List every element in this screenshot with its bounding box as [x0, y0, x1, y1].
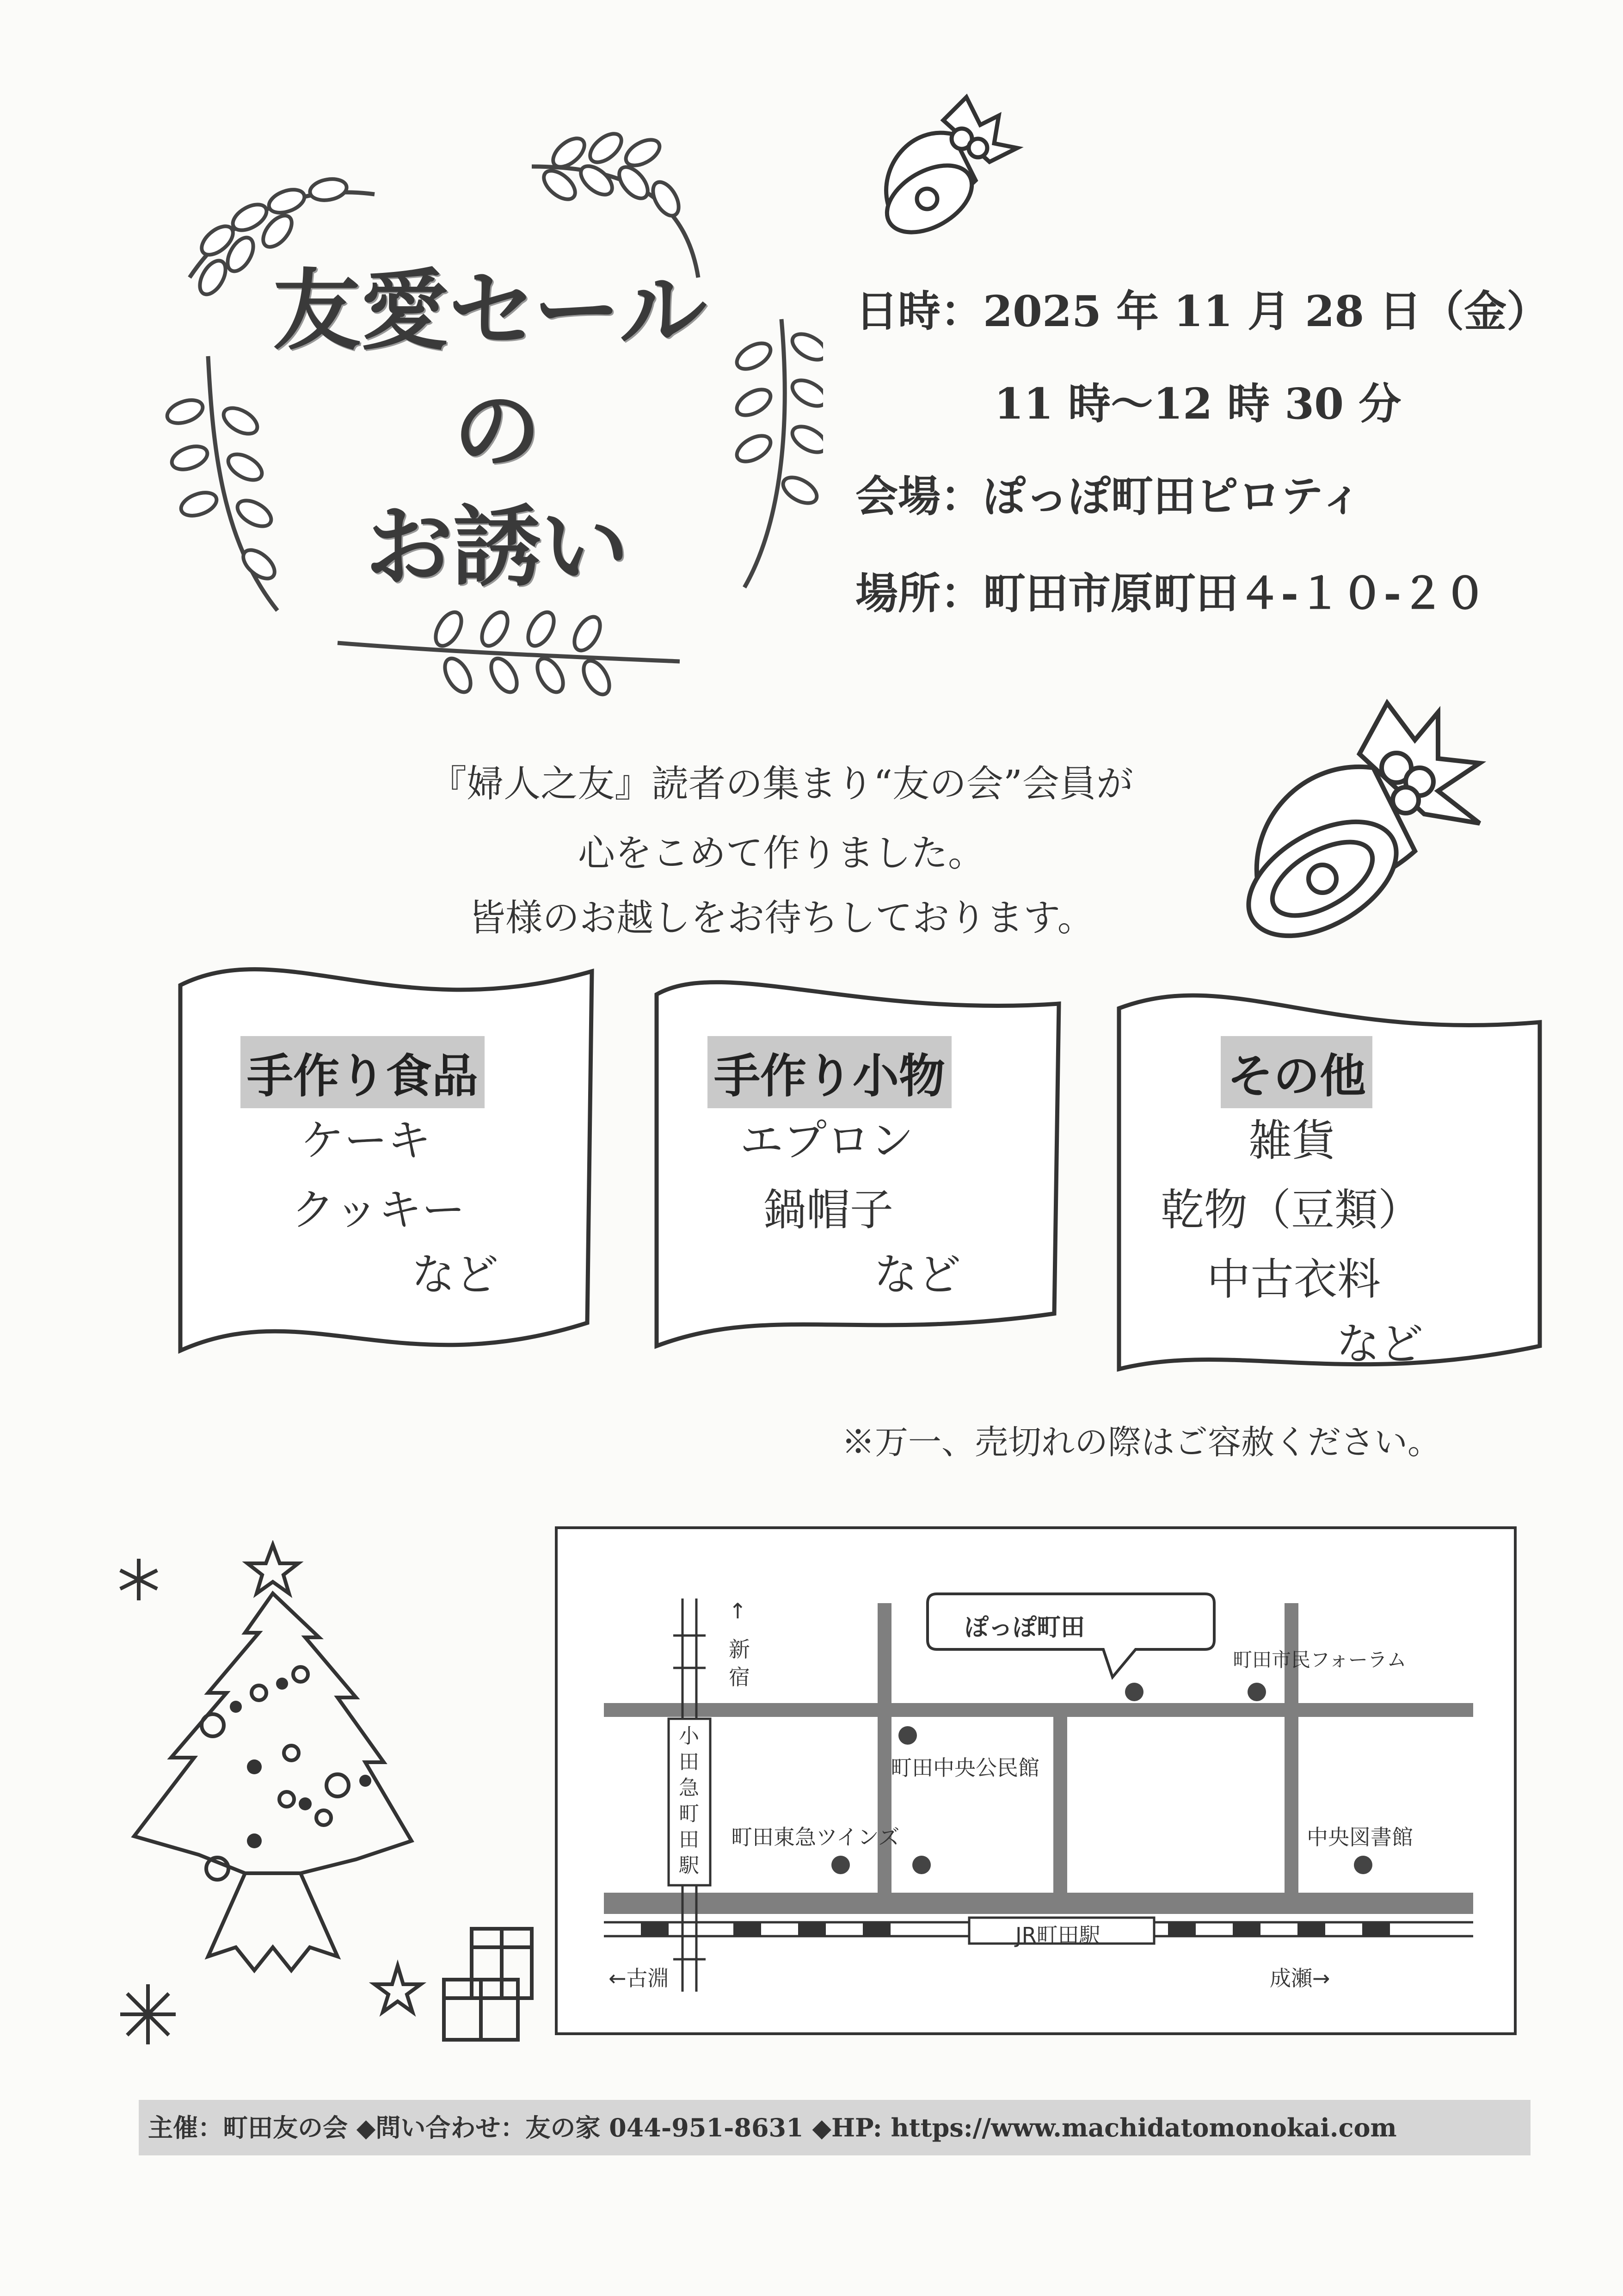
- christmas-tree-illustration: [106, 1540, 569, 2049]
- map-jr-station-label: JR町田駅: [1015, 1923, 1100, 1948]
- event-date: 2025 年 11 月 28 日（金）: [983, 286, 1549, 336]
- map-odakyu-station-label: 小 田 急 町 田 駅: [679, 1724, 699, 1877]
- card-2-item-3: など: [874, 1250, 961, 1300]
- card-3-item-4: など: [1336, 1319, 1424, 1370]
- card-2-item-2: 鍋帽子: [763, 1185, 894, 1235]
- intro-line-1: 『婦人之友』読者の集まり“友の会”会員が: [430, 762, 1133, 805]
- title-line-2: の: [453, 380, 541, 482]
- venue-name: ぽっぽ町田ピロティ: [983, 471, 1363, 521]
- map-shinjuku-label: 新 宿: [729, 1637, 750, 1690]
- place-line: [855, 560, 1486, 621]
- venue-label: 会場：: [855, 471, 984, 521]
- card-1-item-2: クッキー: [291, 1185, 466, 1235]
- map-community-center-label: 町田中央公民館: [891, 1755, 1039, 1780]
- card-2-item-1: エプロン: [740, 1116, 914, 1166]
- datetime-label: 日時：: [855, 286, 984, 336]
- card-1-item-3: など: [412, 1250, 499, 1300]
- card-3-item-3: 中古衣料: [1207, 1254, 1381, 1305]
- map-tokyu-twins-label: 町田東急ツインズ: [731, 1825, 900, 1850]
- map-venue-label: ぽっぽ町田: [965, 1614, 1085, 1642]
- map-library-label: 中央図書館: [1307, 1825, 1413, 1850]
- datetime-line: [855, 278, 1549, 339]
- place-address: 町田市原町田４-１０-２０: [983, 568, 1487, 618]
- venue-line: [855, 463, 1363, 524]
- intro-line-2: 心をこめて作りました。: [578, 832, 985, 875]
- title-line-3: お誘い: [365, 496, 629, 598]
- map-north-arrow: ↑: [729, 1599, 747, 1623]
- card-2-heading: 手作り小物: [707, 1036, 952, 1108]
- place-label: 場所：: [855, 568, 984, 618]
- map-kobuchi-label: ←古淵: [609, 1966, 669, 1991]
- sold-out-note: ※万一、売切れの際はご容赦ください。: [842, 1423, 1441, 1462]
- large-bell-icon: [1221, 685, 1517, 971]
- card-1-item-1: ケーキ: [301, 1116, 431, 1166]
- card-3-heading: その他: [1221, 1036, 1372, 1108]
- map-forum-label: 町田市民フォーラム: [1233, 1648, 1407, 1671]
- footer-contact: 主催：町田友の会 ◆問い合わせ：友の家 044-951-8631 ◆HP: https://www.machidatomonokai.com: [139, 2100, 1531, 2155]
- card-1-heading: 手作り食品: [240, 1036, 485, 1108]
- map-naruse-label: 成瀬→: [1270, 1966, 1330, 1991]
- title-line-1: 友愛セール: [273, 260, 707, 362]
- access-map: [555, 1526, 1517, 2035]
- card-3-item-1: 雑貨: [1248, 1116, 1336, 1166]
- card-3-item-2: 乾物（豆類）: [1161, 1185, 1422, 1235]
- bell-icon: [860, 88, 1036, 254]
- intro-line-3: 皆様のお越しをお待ちしております。: [468, 896, 1094, 939]
- event-time: 11 時～12 時 30 分: [994, 379, 1402, 429]
